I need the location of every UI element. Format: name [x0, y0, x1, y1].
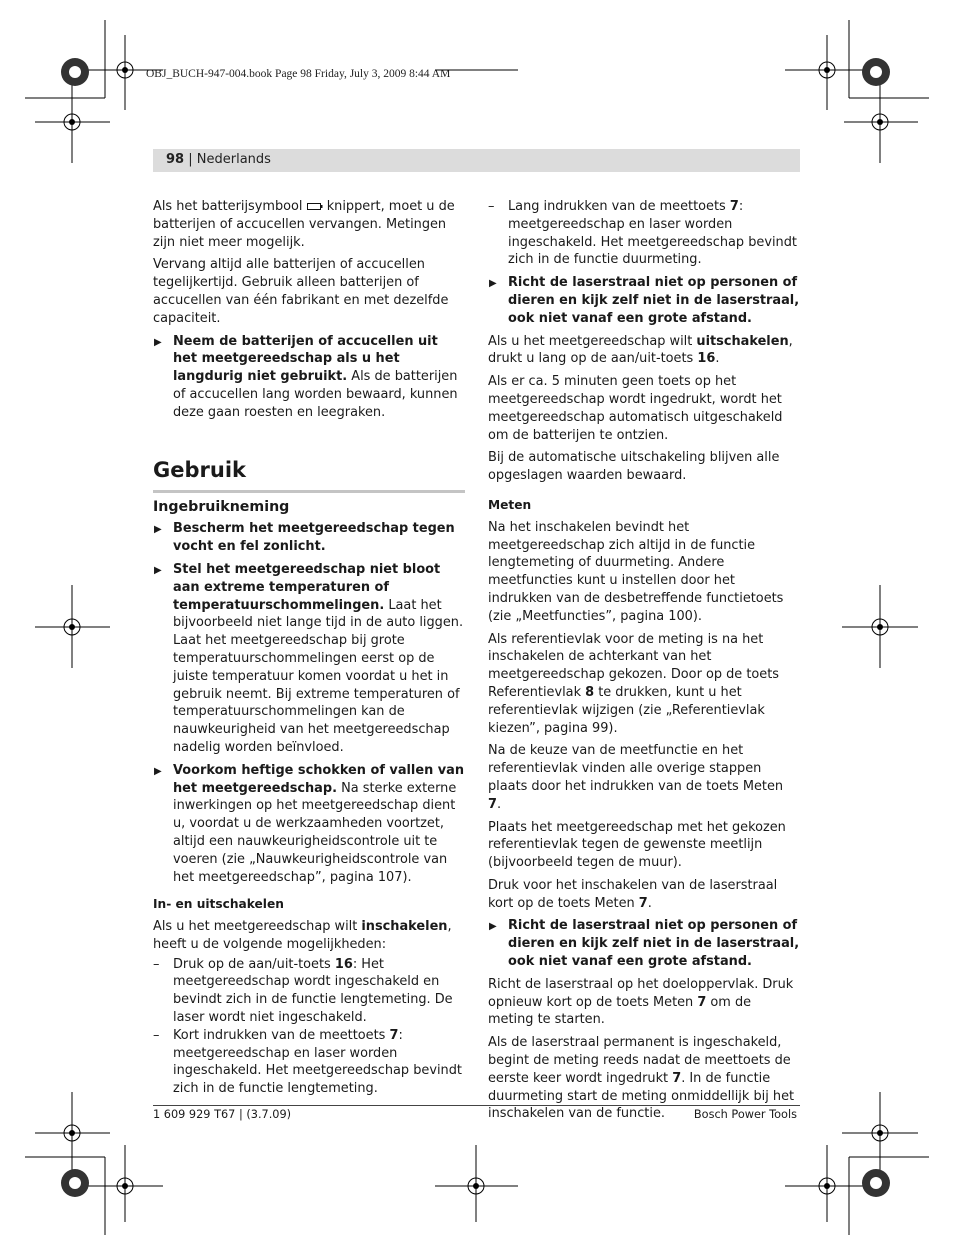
bullet-triangle-icon: ▶	[489, 278, 497, 290]
bullet-triangle-icon: ▶	[154, 765, 162, 777]
warning-remove-batteries: ▶ Neem de batterijen of accucellen uit het meetgereedschap als u het langdurig niet gebruikt. Als de batterijen of accucellen lang worden bewaard, kunnen deze gaan roesten en leegraken.	[154, 333, 458, 420]
section-rule	[153, 490, 465, 493]
switch-heading: In- en uitschakelen	[153, 897, 284, 912]
switch-off-paragraph: Als u het meetgereedschap wilt uitschakelen, drukt u lang op de aan/uit-toets 16.	[488, 333, 793, 367]
footer-doc-number: 1 609 929 T67 | (3.7.09)	[153, 1108, 292, 1121]
auto-off-paragraph: Als er ca. 5 minuten geen toets op het meetgereedschap wordt ingedrukt, wordt het meetgereedschap automatisch uitgeschakeld om de batterijen te ontzien.	[488, 374, 783, 443]
header-language: Nederlands	[196, 152, 271, 167]
permanent-laser-paragraph: Als de laserstraal permanent is ingeschakeld, begint de meting reeds nadat de meettoets de eerste keer wordt ingedrukt 7. In de functie duurmeting start de meting onmiddellijk bij het inschakelen van de functie.	[488, 1035, 795, 1122]
warning-laser-2: ▶ Richt de laserstraal niet op personen of dieren en kijk zelf niet in de laserstraal, ook niet vanaf een grote afstand.	[489, 918, 800, 970]
reference-plane-paragraph: Als referentievlak voor de meting is na het inschakelen de achterkant van het meetgereedschap gekozen. Door op de toets Referentievlak 8 te drukken, kunt u het referentievlak wijzigen (zie „Referentievlak kiezen”, pagina 99).	[488, 631, 779, 736]
bullet-triangle-icon: ▶	[154, 336, 162, 348]
option-power-button: – Druk op de aan/uit-toets 16: Het meetgereedschap wordt ingeschakeld en bevindt zich in de functie lengtemeting. De laser wordt niet ingeschakeld.	[153, 956, 453, 1026]
left-column	[153, 198, 465, 1098]
place-tool-paragraph: Plaats het meetgereedschap met het gekozen referentievlak tegen de gewenste meetlijn (bijvoorbeeld tegen de muur).	[488, 819, 786, 871]
battery-paragraph: Als het batterijsymbool knippert, moet u de batterijen of accucellen vervangen. Metingen zijn niet meer mogelijk.	[153, 199, 455, 250]
section-heading: Gebruik	[153, 457, 246, 482]
warning-laser-1: ▶ Richt de laserstraal niet op personen of dieren en kijk zelf niet in de laserstraal, ook niet vanaf een grote afstand.	[489, 275, 800, 326]
footer-rule	[153, 1105, 800, 1106]
header-text	[166, 152, 271, 167]
footer-brand: Bosch Power Tools	[693, 1108, 797, 1121]
steps-paragraph: Na de keuze van de meetfunctie en het referentievlak vinden alle overige stappen plaats door het indrukken van de toets Meten 7.	[488, 743, 784, 812]
bullet-triangle-icon: ▶	[154, 524, 162, 536]
measure-heading: Meten	[488, 497, 532, 512]
aim-laser-paragraph: Richt de laserstraal op het doeloppervlak. Druk opnieuw kort op de toets Meten 7 om de meting te starten.	[488, 976, 794, 1028]
warning-shocks: ▶ Voorkom heftige schokken of vallen van het meetgereedschap. Na sterke externe inwerkingen op het meetgereedschap dient u, voordat u de werkzaamheden voortzet, altijd een nauwkeurigheidscontrole uit te voeren (zie „Nauwkeurigheidscontrole van het meetgereedschap”, pagina 107).	[154, 762, 465, 885]
battery-icon	[307, 202, 323, 211]
subsection-heading: Ingebruikneming	[153, 498, 290, 515]
warning-temperature: ▶ Stel het meetgereedschap niet bloot aan extreme temperaturen of temperatuurschommelingen. Laat het bijvoorbeeld niet lange tijd in de auto liggen. Laat het meetgereedschap bij grote temperatuurschommelingen eerst op de juiste temperatuur komen voordat u het in gebruik neemt. Bij extreme temperaturen of temperatuurschommelingen kan de nauwkeurigheid van het meetgereedschap nadelig worden beïnvloed.	[154, 561, 464, 755]
switch-on-paragraph: Als u het meetgereedschap wilt inschakelen, heeft u de volgende mogelijkheden:	[153, 919, 452, 952]
replace-paragraph: Vervang altijd alle batterijen of accucellen tegelijkertijd. Gebruik alleen batterijen of accucellen van één fabrikant en met dezelfde capaciteit.	[153, 257, 449, 326]
bullet-triangle-icon: ▶	[154, 564, 162, 576]
option-short-press: – Kort indrukken van de meettoets 7: meetgereedschap en laser worden ingeschakeld. Het meetgereedschap bevindt zich in de functie lengtemeting.	[153, 1027, 462, 1097]
page-header	[153, 149, 800, 172]
measure-functions-paragraph: Na het inschakelen bevindt het meetgereedschap zich altijd in de functie lengtemeting of duurmeting. Andere meetfuncties kunt u instellen door het indrukken van de desbetreffende functietoets (zie „Meetfuncties”, pagina 100).	[488, 519, 784, 624]
page-number: 98	[166, 152, 185, 167]
stored-values-paragraph: Bij de automatische uitschakeling blijven alle opgeslagen waarden bewaard.	[488, 450, 780, 484]
bullet-triangle-icon: ▶	[489, 921, 497, 933]
print-slug: OBJ_BUCH-947-004.book Page 98 Friday, July 3, 2009 8:44 AM	[146, 68, 451, 80]
laser-on-paragraph: Druk voor het inschakelen van de laserstraal kort op de toets Meten 7.	[488, 877, 778, 911]
option-long-press: – Lang indrukken van de meettoets 7: meetgereedschap en laser worden ingeschakeld. Het meetgereedschap bevindt zich in de functie duurmeting.	[488, 199, 797, 268]
header-separator: |	[188, 152, 193, 167]
right-column	[488, 198, 800, 1128]
warning-protect: ▶ Bescherm het meetgereedschap tegen vocht en fel zonlicht.	[154, 521, 455, 555]
